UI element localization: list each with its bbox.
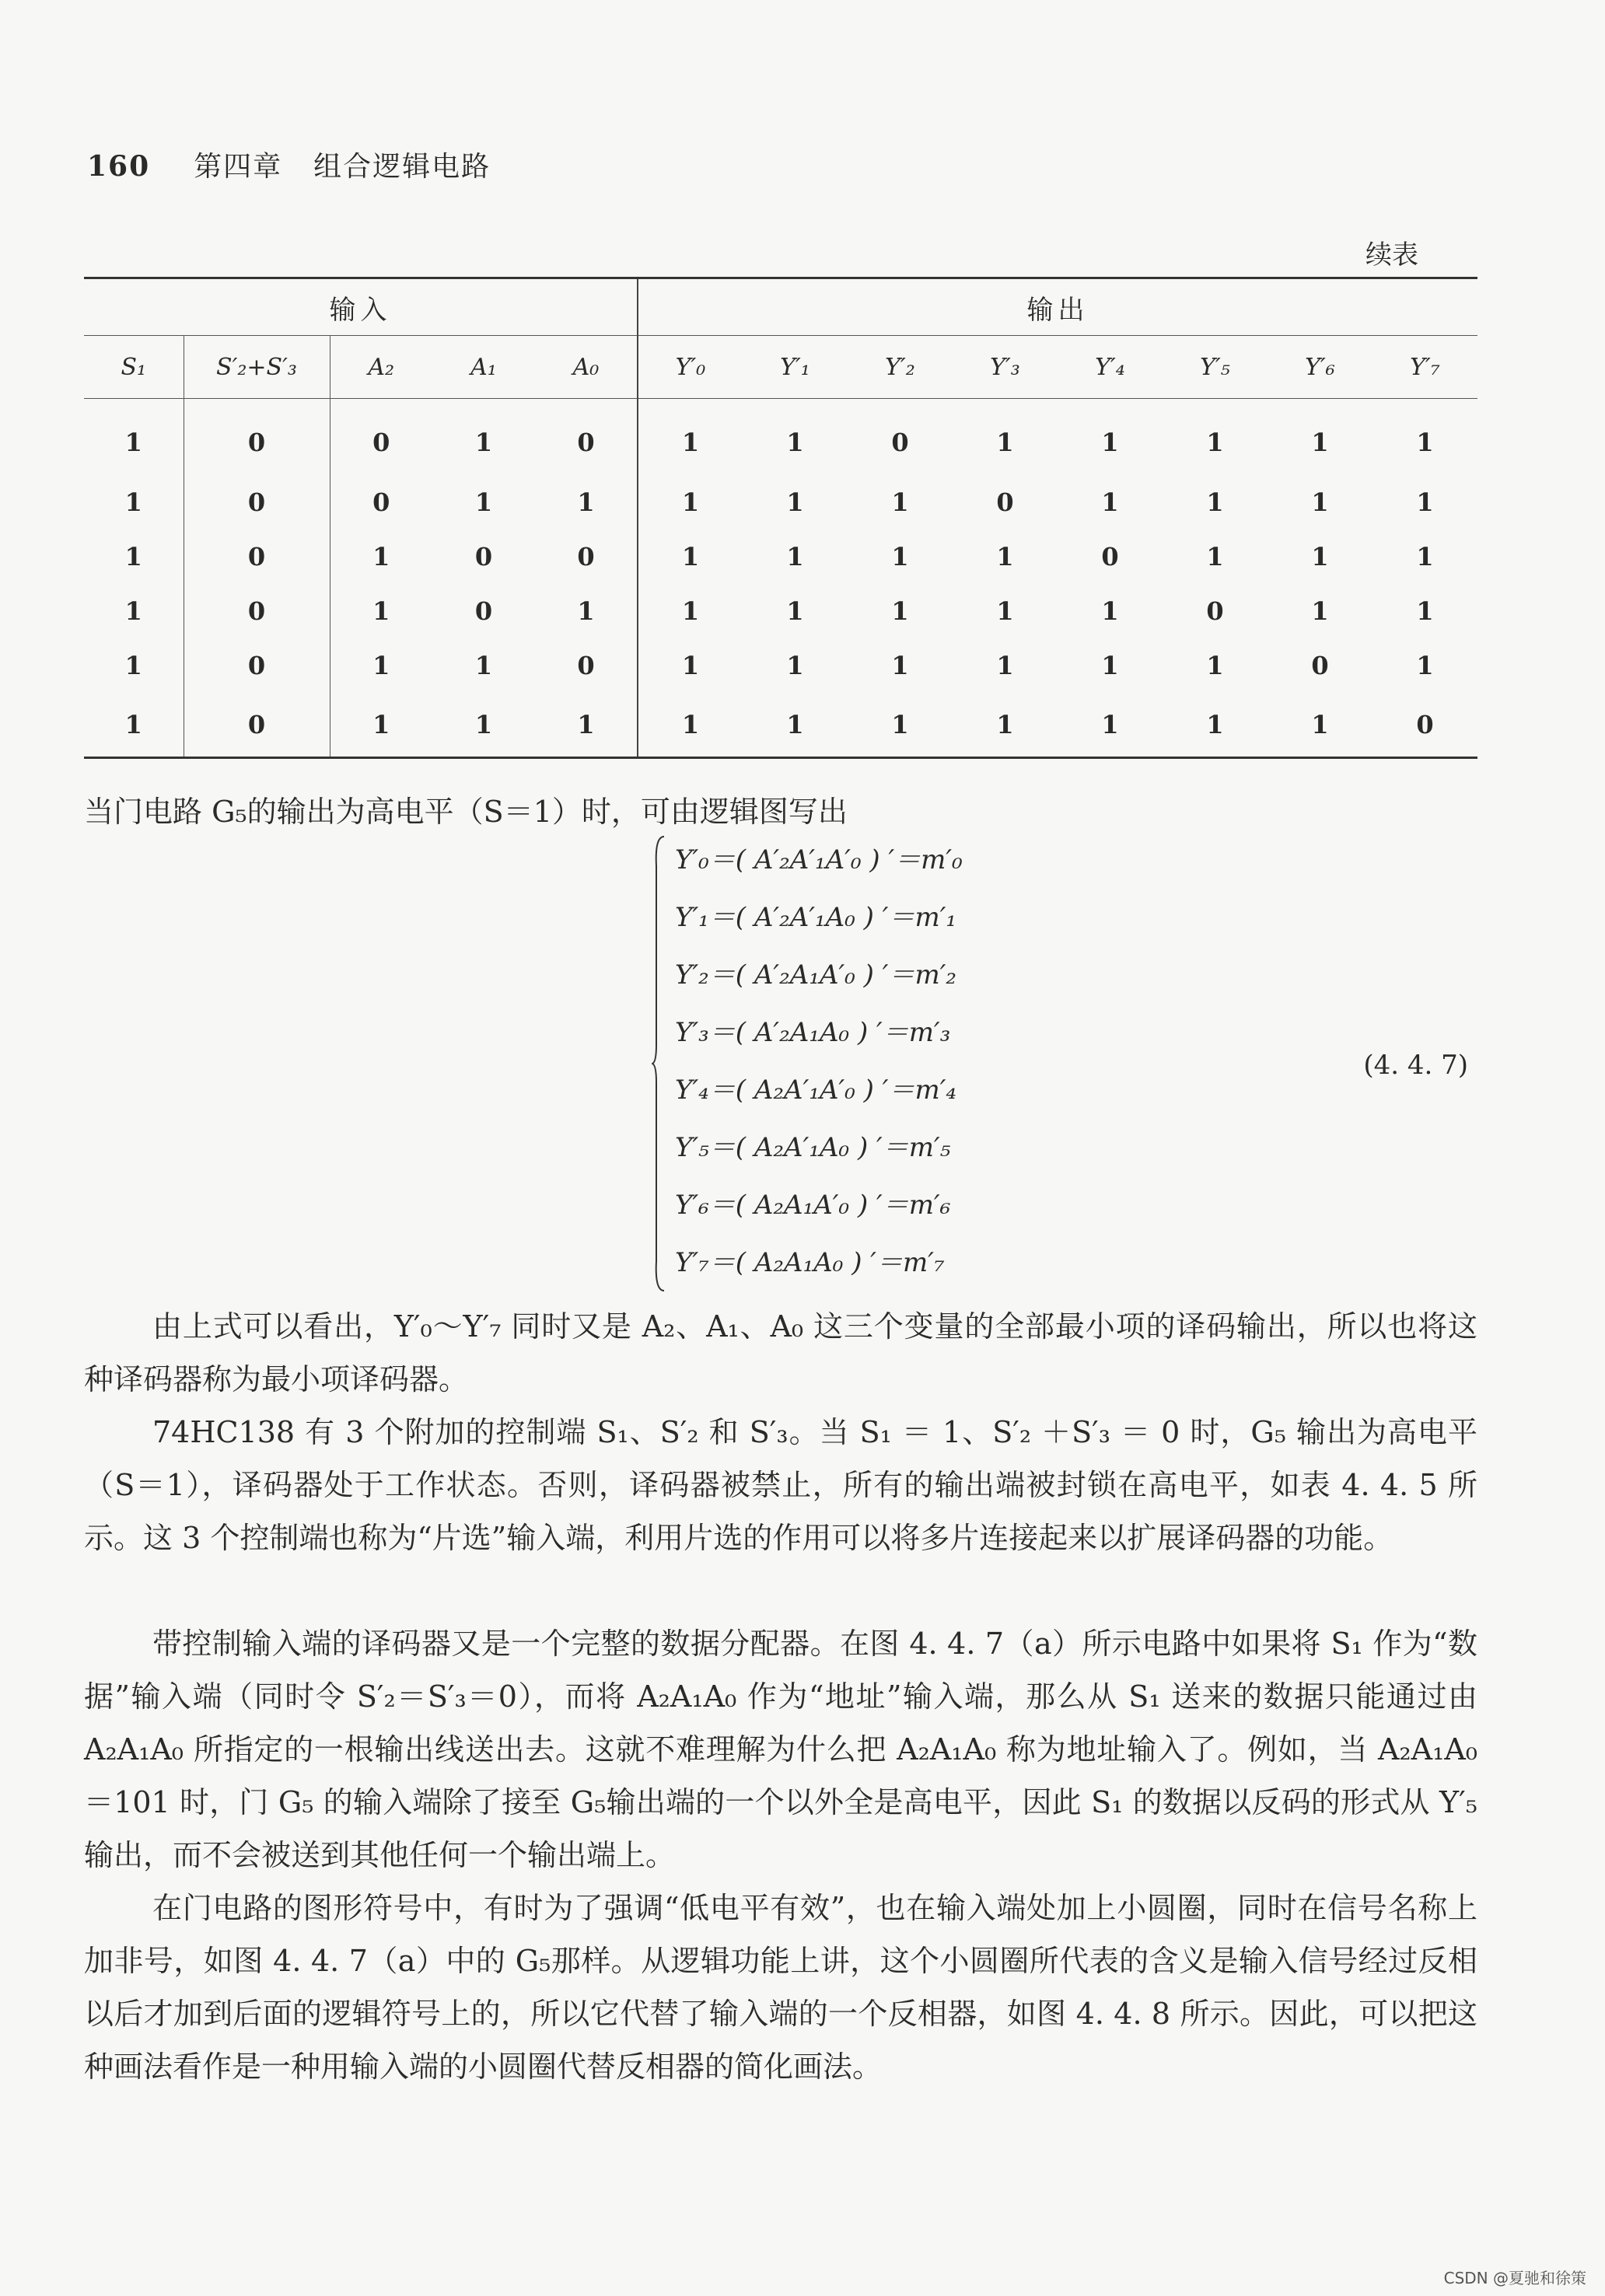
- table-cell: 1: [124, 428, 142, 457]
- table-cell: 1: [1311, 488, 1329, 517]
- table-cell: 1: [330, 638, 432, 693]
- table-cell: 1: [638, 529, 743, 584]
- column-header: Y′₆: [1268, 336, 1372, 399]
- table-cell: 1: [84, 693, 184, 758]
- watermark: CSDN @夏驰和徐策: [1443, 2269, 1586, 2287]
- table-cell: 0: [474, 542, 493, 571]
- table-cell: 1: [124, 651, 142, 680]
- paragraph-2: 74HC138 有 3 个附加的控制端 S₁、S′₂ 和 S′₃。当 S₁ ＝ 1、S′₂ ＋S′₃ ＝ 0 时，G₅ 输出为高电平（S＝1），译码器处于工作状态。否则，译码器被禁止，所有的输出端被封锁在高电平，如表 4. 4. 5 所示。这 3 个控制端也称为“片选”输入端，利用片选的作用可以将多片连接起来以扩展译码器的功能。: [84, 1415, 1477, 1555]
- table-cell: 1: [1311, 596, 1329, 626]
- table-cell: 0: [891, 428, 909, 457]
- column-header: Y′₅: [1163, 336, 1268, 399]
- table-cell: 0: [184, 399, 330, 476]
- table-cell: 1: [1268, 693, 1372, 758]
- table-cell: 1: [638, 475, 743, 529]
- table-cell: 1: [1206, 542, 1224, 571]
- table-cell: 1: [1101, 651, 1119, 680]
- column-header: A₁: [432, 336, 535, 399]
- chapter-label: 第四章: [194, 151, 283, 183]
- table-cell: 0: [184, 693, 330, 758]
- column-header: Y′₄: [1058, 336, 1163, 399]
- table-cell: 1: [1101, 596, 1119, 626]
- table-cell: 1: [891, 542, 909, 571]
- table-row: [84, 399, 1477, 476]
- table-cell: 0: [184, 529, 330, 584]
- table-cell: 0: [996, 488, 1014, 517]
- column-header: A₂: [330, 336, 432, 399]
- table-cell: 1: [638, 693, 743, 758]
- table-cell: 1: [1311, 542, 1329, 571]
- output-group-header: 输出: [638, 278, 1477, 336]
- table-cell: 0: [330, 475, 432, 529]
- table-cell: 0: [1311, 651, 1329, 680]
- table-cell: 1: [743, 693, 848, 758]
- table-cell: 1: [1416, 428, 1434, 457]
- table-cell: 1: [1101, 488, 1119, 517]
- continued-label: 续表: [1365, 239, 1418, 271]
- table-cell: 1: [1311, 428, 1329, 457]
- table-cell: 0: [1101, 542, 1119, 571]
- table-cell: 1: [474, 488, 493, 517]
- paragraph-1: 由上式可以看出，Y′₀～Y′₇ 同时又是 A₂、A₁、A₀ 这三个变量的全部最小项的译码输出，所以也将这种译码器称为最小项译码器。: [84, 1309, 1477, 1396]
- paragraph-3: 带控制输入端的译码器又是一个完整的数据分配器。在图 4. 4. 7（a）所示电路中如果将 S₁ 作为“数据”输入端（同时令 S′₂＝S′₃＝0），而将 A₂A₁A₀ 作为“地址”输入端，那么从 S₁ 送来的数据只能通过由 A₂A₁A₀ 所指定的一根输出线送出去。这就不难理解为什么把 A₂A₁A₀ 称为地址输入了。例如，当 A₂A₁A₀＝101 时，门 G₅ 的输入端除了接至 G₅输出端的一个以外全是高电平，因此 S₁ 的数据以反码的形式从 Y′₅ 输出，而不会被送到其他任何一个输出端上。: [84, 1627, 1477, 1872]
- column-header: Y′₂: [848, 336, 953, 399]
- column-header: A₀: [535, 336, 638, 399]
- equation-line: Y′₆＝( A₂A₁A′₀ ) ′＝m′₆: [675, 1190, 951, 1221]
- table-cell: 1: [1206, 428, 1224, 457]
- column-header: S₁: [84, 336, 184, 399]
- table-cell: 1: [577, 596, 595, 626]
- equation-line: Y′₄＝( A₂A′₁A′₀ ) ′＝m′₄: [675, 1075, 957, 1106]
- column-header: S′₂+S′₃: [184, 336, 330, 399]
- table-row: [84, 529, 1477, 584]
- table-cell: 1: [891, 488, 909, 517]
- page-header: [87, 145, 491, 184]
- table-cell: 1: [996, 651, 1014, 680]
- brace-icon: [652, 835, 666, 1292]
- table-cell: 1: [432, 693, 535, 758]
- equation-block: [652, 835, 1087, 1292]
- input-group-header: 输入: [84, 278, 638, 336]
- page-number: 160: [87, 150, 151, 183]
- table-cell: 0: [184, 638, 330, 693]
- paragraph-4: 在门电路的图形符号中，有时为了强调“低电平有效”，也在输入端处加上小圆圈，同时在信号名称上加非号，如图 4. 4. 7（a）中的 G₅那样。从逻辑功能上讲，这个小圆圈所代表的含义是输入信号经过反相以后才加到后面的逻辑符号上的，所以它代替了输入端的一个反相器，如图 4. 4. 8 所示。因此，可以把这种画法看作是一种用输入端的小圆圈代替反相器的简化画法。: [84, 1891, 1477, 2084]
- table-cell: 1: [124, 596, 142, 626]
- table-cell: 1: [848, 693, 953, 758]
- table-row: [84, 693, 1477, 758]
- table-cell: 1: [1416, 542, 1434, 571]
- equation-intro: 当门电路 G₅的输出为高电平（S＝1）时，可由逻辑图写出: [84, 795, 848, 829]
- column-header: Y′₁: [743, 336, 848, 399]
- table-cell: 1: [474, 651, 493, 680]
- table-cell: 1: [330, 693, 432, 758]
- table-cell: 1: [1416, 596, 1434, 626]
- table-cell: 0: [474, 596, 493, 626]
- table-cell: 1: [891, 596, 909, 626]
- column-header: Y′₀: [638, 336, 743, 399]
- equation-line: Y′₇＝( A₂A₁A₀ ) ′＝m′₇: [675, 1247, 945, 1278]
- table-cell: 1: [330, 529, 432, 584]
- table-cell: 1: [1206, 651, 1224, 680]
- table-cell: 1: [1163, 693, 1268, 758]
- table-cell: 1: [786, 596, 804, 626]
- equation-line: Y′₃＝( A′₂A₁A₀ ) ′＝m′₃: [675, 1017, 951, 1048]
- table-cell: 1: [638, 584, 743, 638]
- table-cell: 0: [330, 399, 432, 476]
- table-cell: 1: [1416, 651, 1434, 680]
- table-cell: 1: [1058, 693, 1163, 758]
- table-cell: 1: [1206, 488, 1224, 517]
- table-cell: 1: [786, 488, 804, 517]
- table-cell: 0: [1206, 596, 1224, 626]
- table-cell: 1: [330, 584, 432, 638]
- table-row: [84, 475, 1477, 529]
- table-cell: 1: [535, 693, 638, 758]
- table-cell: 0: [184, 475, 330, 529]
- table-cell: 1: [1416, 488, 1434, 517]
- table-cell: 1: [786, 651, 804, 680]
- table-cell: 0: [577, 428, 595, 457]
- table-cell: 1: [474, 428, 493, 457]
- table-cell: 1: [891, 651, 909, 680]
- table-cell: 1: [124, 488, 142, 517]
- equation-line: Y′₁＝( A′₂A′₁A₀ ) ′＝m′₁: [675, 902, 957, 933]
- table-cell: 0: [1372, 693, 1477, 758]
- table-cell: 1: [953, 693, 1058, 758]
- table-cell: 1: [996, 428, 1014, 457]
- column-header: Y′₃: [953, 336, 1058, 399]
- table-row: [84, 584, 1477, 638]
- table-cell: 0: [577, 651, 595, 680]
- table-cell: 1: [786, 542, 804, 571]
- equation-line: Y′₅＝( A₂A′₁A₀ ) ′＝m′₅: [675, 1132, 951, 1163]
- truth-table: [84, 277, 1477, 759]
- table-cell: 1: [638, 399, 743, 476]
- chapter-title: 组合逻辑电路: [313, 151, 491, 183]
- table-cell: 1: [1101, 428, 1119, 457]
- equation-line: Y′₂＝( A′₂A₁A′₀ ) ′＝m′₂: [675, 959, 957, 991]
- table-cell: 1: [124, 542, 142, 571]
- table-cell: 1: [638, 638, 743, 693]
- table-cell: 0: [184, 584, 330, 638]
- table-cell: 1: [786, 428, 804, 457]
- table-cell: 0: [577, 542, 595, 571]
- equation-number: (4. 4. 7): [1363, 1050, 1468, 1081]
- table-row: [84, 638, 1477, 693]
- table-cell: 1: [996, 596, 1014, 626]
- column-header: Y′₇: [1372, 336, 1477, 399]
- table-cell: 1: [577, 488, 595, 517]
- equation-line: Y′₀＝( A′₂A′₁A′₀ ) ′＝m′₀: [675, 844, 963, 875]
- table-cell: 1: [996, 542, 1014, 571]
